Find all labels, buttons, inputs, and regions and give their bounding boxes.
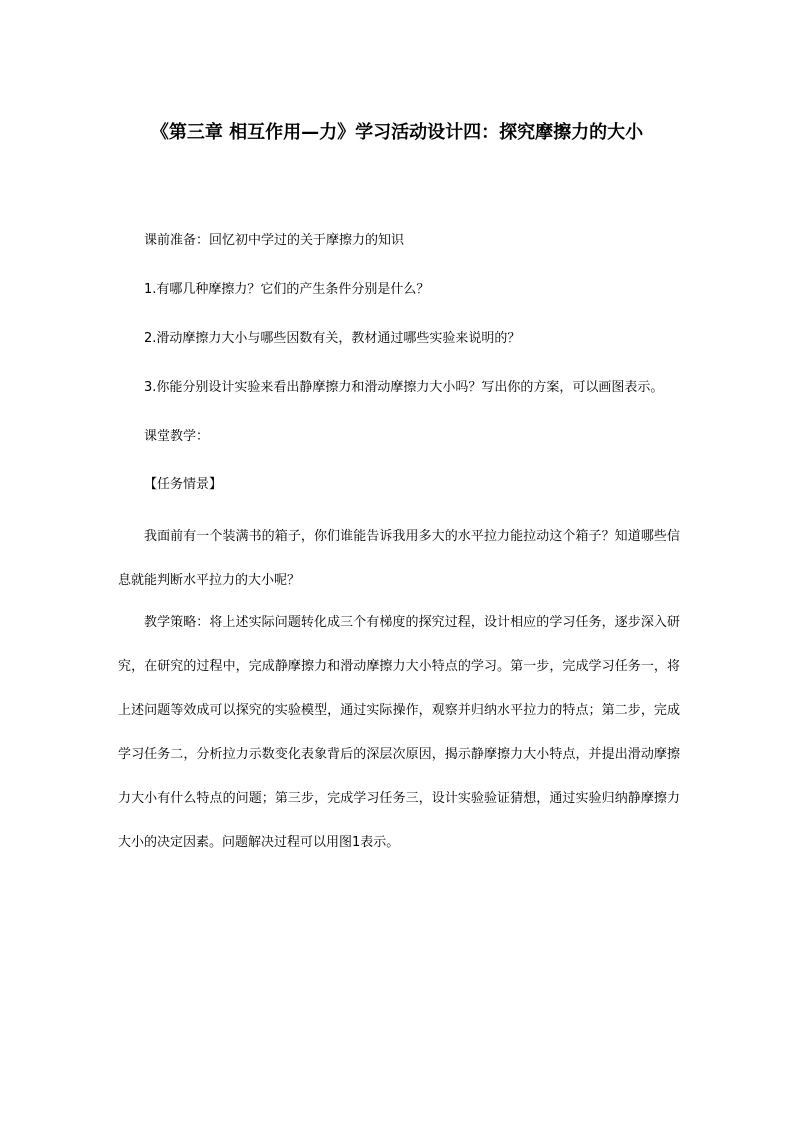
paragraph-question-3: 3.你能分别设计实验来看出静摩擦力和滑动摩擦力大小吗？写出你的方案，可以画图表示。 [144, 380, 664, 395]
paragraph-pre-class-prep: 课前准备：回忆初中学过的关于摩擦力的知识 [144, 233, 405, 248]
paragraph-classroom-teaching: 课堂教学： [144, 429, 210, 444]
paragraph-question-1: 1.有哪几种摩擦力？它们的产生条件分别是什么？ [144, 282, 430, 297]
paragraph-task-scenario-heading: 【任务情景】 [144, 477, 223, 492]
paragraph-teaching-strategy: 教学策略：将上述实际问题转化成三个有梯度的探究过程，设计相应的学习任务，逐步深入研究，在研究的过程中，完成静摩擦力和滑动摩擦力大小特点的学习。第一步，完成学习任务一，将上述问题等效成可以探究的实验模型，通过实际操作，观察并归纳水平拉力的特点；第二步，完成学习任务二，分析拉力示数变化表象背后的深层次原因，揭示静摩擦力大小特点，并提出滑动摩擦力大小有什么特点的问题；第三步，完成学习任务三，设计实验验证猜想，通过实验归纳静摩擦力大小的决定因素。问题解决过程可以用图1表示。 [118, 615, 680, 850]
paragraph-task-scenario: 我面前有一个装满书的箱子，你们谁能告诉我用多大的水平拉力能拉动这个箱子？知道哪些信息就能判断水平拉力的大小呢？ [118, 529, 680, 588]
paragraph-question-2: 2.滑动摩擦力大小与哪些因数有关，教材通过哪些实验来说明的？ [144, 331, 521, 346]
document-title: 《第三章 相互作用—力》学习活动设计四：探究摩擦力的大小 [150, 122, 644, 143]
